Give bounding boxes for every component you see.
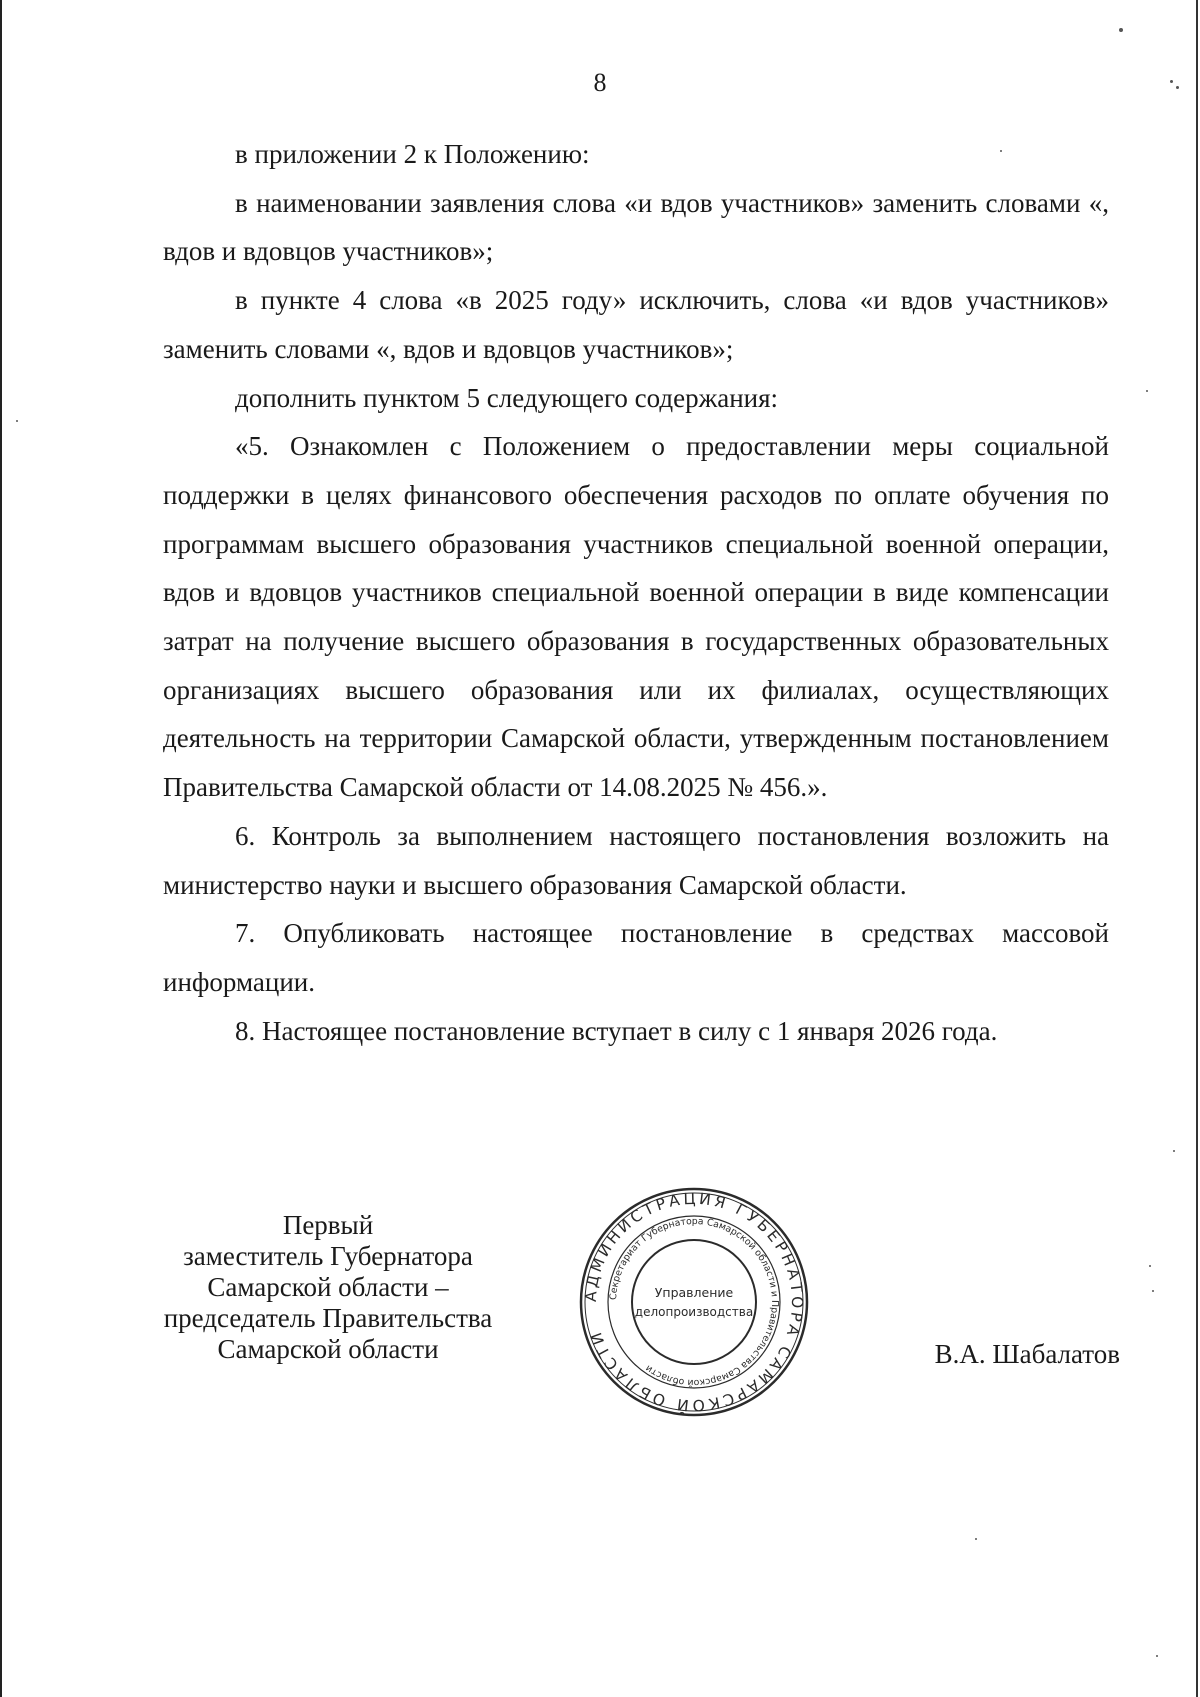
scan-speck bbox=[1000, 150, 1002, 152]
scan-speck bbox=[1146, 390, 1148, 392]
position-line: председатель Правительства bbox=[163, 1303, 493, 1333]
signer-name: В.А. Шабалатов bbox=[934, 1339, 1120, 1369]
official-seal bbox=[578, 1186, 810, 1418]
seal-middle-text: Секретариат Губернатора Самарской области и Правительства Самарской области bbox=[607, 1215, 781, 1389]
scan-speck bbox=[1156, 1655, 1158, 1657]
paragraph-statement-title: в наименовании заявления слова «и вдов участников» заменить словами «, вдов и вдовцов участников»; bbox=[163, 187, 1109, 267]
scan-speck bbox=[1173, 1150, 1175, 1152]
document-body bbox=[163, 130, 1109, 1055]
seal-outer-text: АДМИНИСТРАЦИЯ ГУБЕРНАТОРА САМАРСКОЙ ОБЛАСТИ bbox=[581, 1189, 807, 1415]
scan-speck bbox=[975, 1538, 977, 1540]
scan-speck bbox=[1119, 28, 1123, 32]
scan-speck bbox=[1152, 1290, 1154, 1292]
scan-edge-left bbox=[0, 0, 2, 1697]
scan-edge-right bbox=[1196, 0, 1198, 1697]
seal-center-line2: делопроизводства bbox=[634, 1305, 754, 1319]
paragraph-point-4: в пункте 4 слова «в 2025 году» исключить, слова «и вдов участников» заменить словами «, вдов и вдовцов участников»; bbox=[163, 285, 1109, 364]
paragraph-item-6: 6. Контроль за выполнением настоящего постановления возложить на министерство науки и высшего образования Самарской области. bbox=[163, 820, 1109, 900]
paragraph-item-8: 8. Настоящее постановление вступает в силу с 1 января 2026 года. bbox=[235, 1015, 998, 1046]
scan-speck bbox=[1170, 80, 1173, 83]
seal-center-line1: Управление bbox=[654, 1285, 734, 1300]
paragraph-appendix-2: в приложении 2 к Положению: bbox=[235, 139, 590, 169]
position-line: Самарской области – bbox=[207, 1272, 449, 1302]
scan-speck bbox=[1149, 1265, 1151, 1267]
scan-speck bbox=[1176, 86, 1179, 89]
position-line: Первый bbox=[282, 1210, 374, 1240]
position-line: Самарской области bbox=[217, 1334, 439, 1364]
paragraph-add-point-5: дополнить пунктом 5 следующего содержания: bbox=[235, 382, 779, 413]
position-line: заместитель Губернатора bbox=[183, 1241, 473, 1271]
paragraph-point-5-text: «5. Ознакомлен с Положением о предоставлении меры социальной поддержки в целях финансового обеспечения расходов по оплате обучения по программам высшего образования участников специальной военной операции, вдов и вдовцов участников специальной военной операции в виде компенсации затрат на получение высшего образования в государственных образовательных организациях высшего образования или их филиалах, осуществляющих деятельность на территории Самарской области, утвержденным постановлением Правительства Самарской области от 14.08.2025 № 456.». bbox=[163, 431, 1109, 803]
scan-speck bbox=[16, 420, 18, 422]
page-number: 8 bbox=[593, 68, 607, 97]
signatory-position bbox=[138, 1210, 518, 1365]
paragraph-item-7: 7. Опубликовать настоящее постановление в средствах массовой информации. bbox=[163, 918, 1109, 997]
